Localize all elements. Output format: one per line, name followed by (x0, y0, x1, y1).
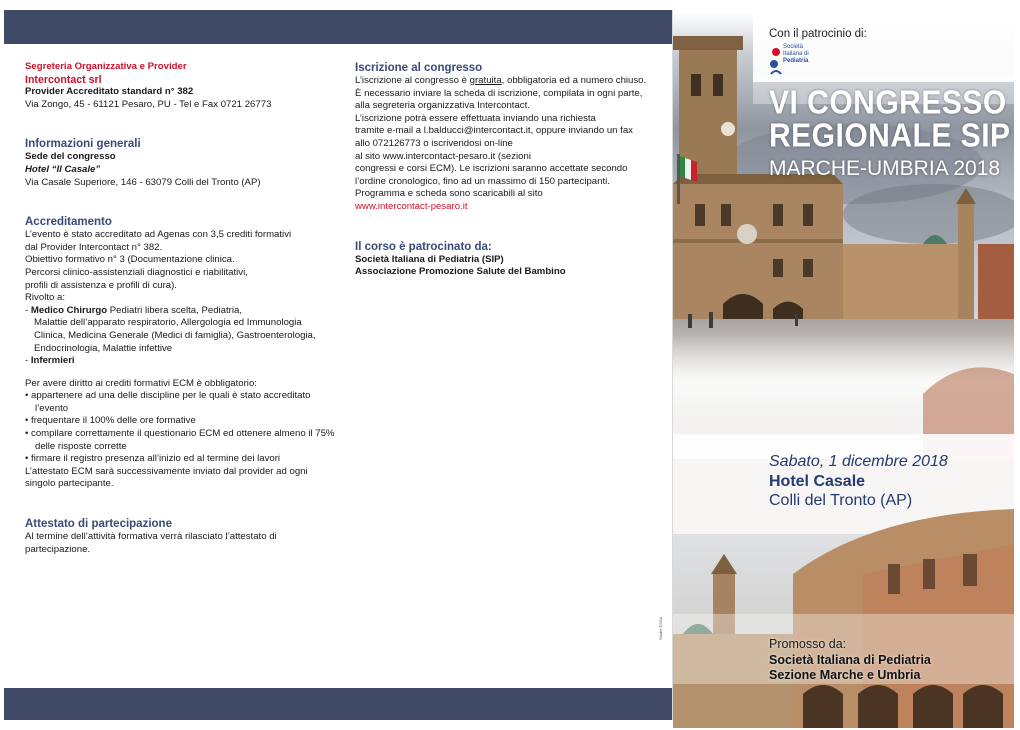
ecm-item: • compilare correttamente il questionario ECM ed ottenere almeno il 75% delle risposte corrette (25, 428, 335, 452)
promo-label: Promosso da: (769, 637, 847, 651)
iscr-line: al sito www.intercontact-pesaro.it (sezioni (355, 150, 531, 162)
accred-title: Accreditamento (25, 216, 112, 229)
accred-line: Rivolto a: (25, 292, 65, 304)
ecm-item: • frequentare il 100% delle ore formative (25, 415, 196, 427)
iscr-line: congressi e corsi ECM). Le iscrizioni saranno accettate secondo (355, 163, 628, 175)
target-medico-cont: Endocrinologia, Malattie infettive (34, 342, 173, 354)
middle-column (355, 61, 660, 279)
top-band (4, 10, 672, 44)
iscr-line: l’ordine cronologico, fino ad un massimo di 150 partecipanti. (355, 175, 610, 187)
event-place: Colli del Tronto (AP) (769, 492, 913, 509)
sip-logo-text: Società (783, 44, 804, 50)
cover-title-line2: REGIONALE SIP (769, 118, 1011, 155)
event-hotel: Hotel Casale (769, 473, 866, 490)
sip-logo (769, 44, 819, 78)
vertical-credit: Studio ESSA (658, 616, 663, 640)
ecm-item: • appartenere ad una delle discipline per le quali è stato accreditato l’evento (25, 390, 311, 414)
cover-panel (673, 14, 1014, 728)
sip-logo-text: Italiana di (783, 51, 809, 57)
accred-line: dal Provider Intercontact n° 382. (25, 241, 163, 253)
org-title: Segreteria Organizzativa e Provider (25, 61, 187, 72)
accred-line: profili di assistenza e profili di cura). (25, 279, 177, 291)
info-title: Informazioni generali (25, 138, 141, 151)
sip-logo-text: Pediatria (783, 58, 809, 64)
bottom-band (4, 688, 672, 720)
iscr-link[interactable]: www.intercontact-pesaro.it (355, 200, 468, 212)
accred-line: L’evento è stato accreditato ad Agenas con 3,5 crediti formativi (25, 229, 292, 241)
target-medico: - Medico Chirurgo Pediatri libera scelta, Pediatria, (25, 304, 243, 316)
provider-line: Provider Accreditato standard n° 382 (25, 86, 194, 98)
iscr-line: L’iscrizione potrà essere effettuata inviando una richiesta (355, 112, 596, 124)
target-medico-cont: Malattie dell’apparato respiratorio, Allergologia ed Immunologia (34, 317, 302, 329)
left-column (25, 61, 340, 556)
org-name: Intercontact srl (25, 73, 102, 86)
accred-line: Percorsi clinico-assistenziali diagnostici e riabilitativi, (25, 266, 248, 278)
iscr-line: tramite e-mail a l.balducci@intercontact.it, oppure inviando un fax (355, 125, 633, 137)
promo-society2: Sezione Marche e Umbria (769, 668, 921, 682)
target-medico-text: Pediatri libera scelta, Pediatria, (107, 304, 243, 316)
ecm-intro: Per avere diritto ai crediti formativi ECM è obbligatorio: (25, 377, 257, 389)
ecm-outro: L’attestato ECM sarà successivamente inviato dal provider ad ogni singolo partecipante. (25, 465, 308, 490)
org-address: Via Zongo, 45 - 61121 Pesaro, PU - Tel e Fax 0721 26773 (25, 98, 272, 110)
iscr-line: L’iscrizione al congresso è gratuita, obbligatoria ed a numero chiuso. (355, 75, 647, 86)
venue-label: Sede del congresso (25, 151, 116, 163)
iscr-line: alla segreteria organizzativa Intercontact. (355, 100, 530, 112)
cover-title-line1: VI CONGRESSO (769, 85, 1007, 122)
iscr-line: È necessario inviare la scheda di iscrizione, compilata in ogni parte, (355, 87, 643, 99)
target-medico-cont: Clinica, Medicina Generale (Medici di famiglia), Gastroenterologia, (34, 329, 316, 341)
ecm-item: • firmare il registro presenza all’inizio ed al termine dei lavori (25, 453, 281, 465)
iscr-title: Iscrizione al congresso (355, 62, 483, 74)
iscr-line: allo 072126773 o iscrivendosi on-line (355, 137, 513, 149)
patr-title: Il corso è patrocinato da: (355, 240, 492, 253)
promo-society1: Società Italiana di Pediatria (769, 653, 931, 667)
iscr-line: Programma e scheda sono scaricabili al sito (355, 188, 543, 200)
target-infermieri-label: Infermieri (30, 355, 75, 367)
event-date: Sabato, 1 dicembre 2018 (769, 453, 948, 470)
patrocinio-label: Con il patrocinio di: (769, 28, 867, 40)
sip-logo-icon (769, 44, 783, 76)
gratuita-text: gratuita (469, 75, 502, 86)
accred-line: Obiettivo formativo n° 3 (Documentazione clinica. (25, 254, 235, 266)
venue-name: Hotel “Il Casale” (25, 163, 101, 175)
patr-item: Società Italiana di Pediatria (SIP) (355, 253, 504, 265)
target-medico-label: Medico Chirurgo (30, 304, 108, 316)
patr-item: Associazione Promozione Salute del Bambino (355, 266, 566, 278)
attest-text: Al termine dell’attività formativa verrà rilasciato l’attestato di partecipazione. (25, 531, 277, 555)
venue-address: Via Casale Superiore, 146 - 63079 Colli del Tronto (AP) (25, 176, 261, 188)
target-infermieri: - Infermieri (25, 355, 75, 367)
cover-title-line3: MARCHE-UMBRIA 2018 (769, 157, 1001, 180)
attest-title: Attestato di partecipazione (25, 518, 172, 531)
